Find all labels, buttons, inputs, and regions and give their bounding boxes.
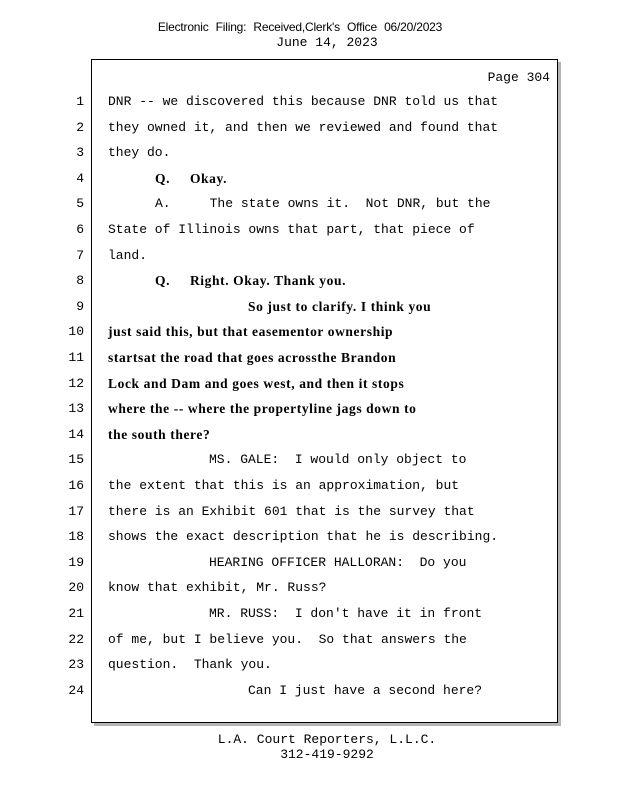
line-number: 6 bbox=[76, 222, 84, 237]
transcript-line bbox=[0, 527, 618, 547]
line-number: 17 bbox=[68, 503, 84, 519]
line-text: Can I just have a second here? bbox=[248, 682, 483, 698]
line-text: there is an Exhibit 601 that is the survey that bbox=[108, 503, 475, 519]
line-text: they owned it, and then we reviewed and found that bbox=[108, 119, 499, 135]
line-text: of me, but I believe you. So that answers the bbox=[108, 631, 467, 647]
line-text: land. bbox=[108, 247, 148, 263]
line-number: 13 bbox=[68, 401, 84, 417]
transcript-line bbox=[0, 630, 618, 650]
transcript-line bbox=[0, 553, 618, 573]
line-number: 12 bbox=[68, 375, 84, 391]
line-text: MS. GALE: I would only object to bbox=[209, 452, 467, 468]
transcript-line bbox=[0, 502, 618, 522]
filing-stamp: Electronic Filing: Received,Clerk's Office 06/20/2023 bbox=[157, 20, 443, 34]
line-number: 7 bbox=[76, 247, 84, 263]
transcript-line bbox=[0, 220, 618, 240]
line-number: 22 bbox=[68, 631, 84, 647]
line-number: 23 bbox=[68, 657, 84, 673]
transcript-line bbox=[0, 399, 618, 419]
line-number: 14 bbox=[68, 426, 84, 442]
transcript-line bbox=[0, 655, 618, 675]
transcript-line bbox=[0, 476, 618, 496]
transcript-line bbox=[0, 169, 618, 189]
line-number: 5 bbox=[76, 196, 84, 212]
line-number: 1 bbox=[76, 94, 84, 109]
line-number: 20 bbox=[68, 580, 84, 596]
line-number: 18 bbox=[68, 529, 84, 545]
transcript-line bbox=[0, 348, 618, 368]
transcript-line bbox=[0, 92, 618, 112]
footer bbox=[0, 732, 618, 762]
line-text: HEARING OFFICER HALLORAN: Do you bbox=[209, 554, 467, 570]
transcript-line bbox=[0, 118, 618, 138]
line-number: 24 bbox=[68, 682, 84, 698]
transcript-line bbox=[0, 322, 618, 342]
line-text: MR. RUSS: I don't have it in front bbox=[209, 606, 483, 621]
line-text: A. The state owns it. Not DNR, but the bbox=[155, 196, 491, 212]
line-number: 10 bbox=[68, 324, 84, 340]
line-text: where the -- where the propertyline jags down to bbox=[108, 401, 417, 417]
line-text: So just to clarify. I think you bbox=[248, 298, 432, 314]
reporter-company: L.A. Court Reporters, L.L.C. bbox=[217, 732, 437, 747]
transcript-line bbox=[0, 194, 618, 214]
line-number: 19 bbox=[68, 554, 84, 570]
line-number: 9 bbox=[76, 298, 84, 314]
line-text: know that exhibit, Mr. Russ? bbox=[108, 580, 327, 596]
line-text: just said this, but that easementor ownership bbox=[108, 324, 394, 340]
line-text: startsat the road that goes acrossthe Brandon bbox=[108, 350, 397, 365]
line-text: question. Thank you. bbox=[108, 657, 272, 673]
transcript-line bbox=[0, 578, 618, 598]
transcript-line bbox=[0, 271, 618, 291]
page-number: Page 304 bbox=[487, 70, 550, 85]
transcript-line bbox=[0, 143, 618, 163]
transcript-line bbox=[0, 681, 618, 701]
transcript-line bbox=[0, 246, 618, 266]
transcript-line bbox=[0, 297, 618, 317]
line-text: the south there? bbox=[108, 426, 211, 442]
transcript-date: June 14, 2023 bbox=[276, 35, 378, 50]
line-number: 3 bbox=[76, 145, 84, 161]
line-number: 11 bbox=[68, 350, 84, 365]
line-number: 21 bbox=[68, 606, 84, 621]
line-text: DNR -- we discovered this because DNR told us that bbox=[108, 94, 499, 109]
line-text: Q. Okay. bbox=[155, 170, 228, 186]
line-text: Lock and Dam and goes west, and then it stops bbox=[108, 375, 405, 391]
line-text: they do. bbox=[108, 145, 171, 161]
transcript-line bbox=[0, 374, 618, 394]
line-number: 16 bbox=[68, 478, 84, 493]
line-number: 2 bbox=[76, 119, 84, 135]
line-text: Q. Right. Okay. Thank you. bbox=[155, 273, 347, 289]
line-number: 4 bbox=[76, 170, 84, 186]
line-text: the extent that this is an approximation, but bbox=[108, 478, 460, 493]
line-text: State of Illinois owns that part, that piece of bbox=[108, 222, 475, 237]
transcript-line bbox=[0, 425, 618, 445]
transcript-line bbox=[0, 604, 618, 624]
line-number: 8 bbox=[76, 273, 84, 289]
line-number: 15 bbox=[68, 452, 84, 468]
transcript-line bbox=[0, 450, 618, 470]
line-text: shows the exact description that he is describing. bbox=[108, 529, 499, 545]
reporter-phone: 312-419-9292 bbox=[280, 747, 374, 762]
